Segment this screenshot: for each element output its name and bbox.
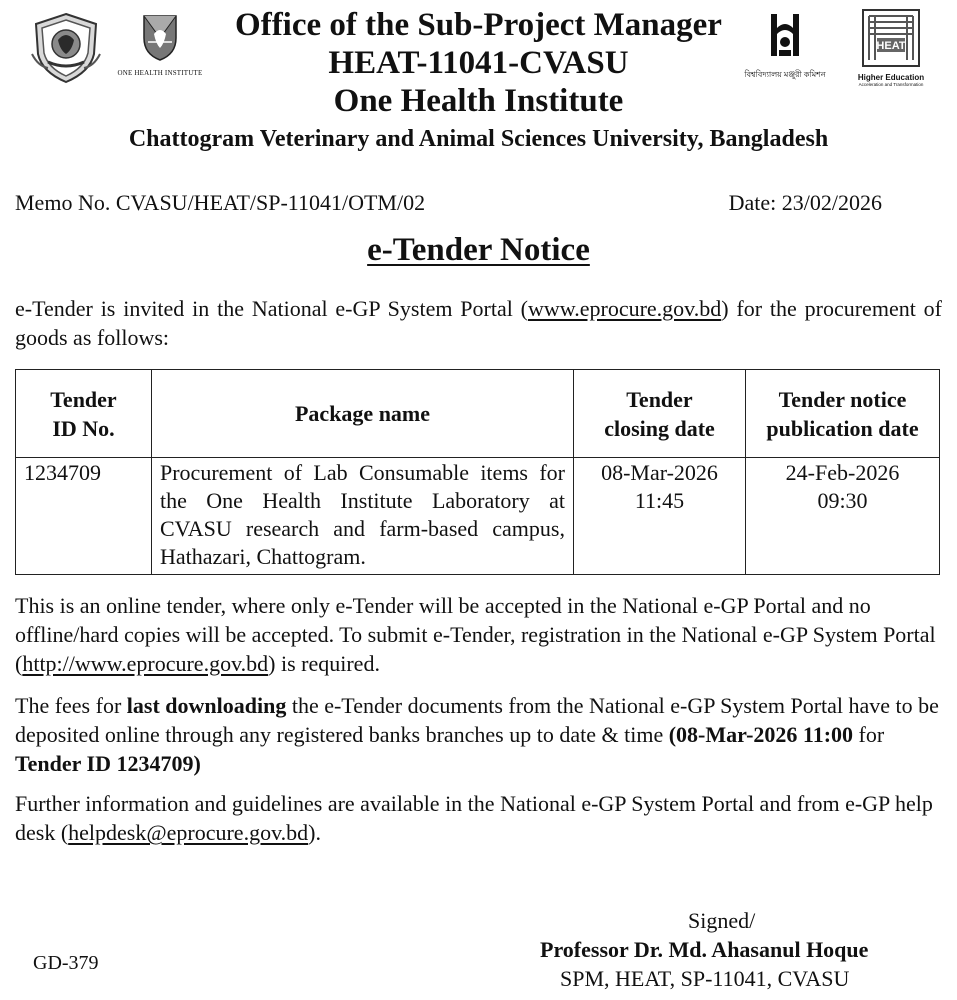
helpdesk-email-link[interactable]: helpdesk@eprocure.gov.bd <box>68 820 309 845</box>
letterhead <box>0 6 957 154</box>
cell-tender-id: 1234709 <box>16 458 152 575</box>
ugc-caption: বিশ্ববিদ্যালয় মঞ্জুরী কমিশন <box>744 70 826 79</box>
office-title: Office of the Sub-Project Manager <box>235 7 722 43</box>
header-publication-date: Tender notice publication date <box>746 370 940 458</box>
intro-paragraph: e-Tender is invited in the National e-GP System Portal (www.eprocure.gov.bd) for the procurement of goods as follows: <box>15 296 942 350</box>
signed-label: Signed/ <box>688 908 756 933</box>
cell-publication-date: 24-Feb-2026 09:30 <box>746 458 940 575</box>
eprocure-http-link[interactable]: http://www.eprocure.gov.bd <box>22 651 269 676</box>
university-name: Chattogram Veterinary and Animal Sciences University, Bangladesh <box>128 126 829 152</box>
cell-closing-date: 08-Mar-2026 11:45 <box>574 458 746 575</box>
heat-caption: Higher Education <box>857 73 925 82</box>
online-paragraph: This is an online tender, where only e-Tender will be accepted in the National e-GP Portal and no offline/hard copies will be accepted. To submit e-Tender, registration in the National e-GP System Portal (http://www.eprocure.gov.bd) is required. <box>15 593 936 676</box>
signatory-name: Professor Dr. Md. Ahasanul Hoque <box>540 937 869 962</box>
signatory-designation: SPM, HEAT, SP-11041, CVASU <box>560 966 850 991</box>
table-header-row <box>16 370 940 458</box>
eprocure-link[interactable]: www.eprocure.gov.bd <box>528 296 722 321</box>
heat-subcaption: Acceleration and Transformation <box>858 82 924 87</box>
header-tender-id: Tender ID No. <box>16 370 152 458</box>
further-info-paragraph: Further information and guidelines are available in the National e-GP System Portal and from e-GP help desk (helpdesk@eprocure.gov.bd). <box>15 791 933 845</box>
header-closing-date: Tender closing date <box>574 370 746 458</box>
institute-name: One Health Institute <box>333 83 624 119</box>
memo-date: Date: 23/02/2026 <box>728 190 882 215</box>
project-code: HEAT-11041-CVASU <box>328 45 629 81</box>
cell-package-name: Procurement of Lab Consumable items for the One Health Institute Laboratory at CVASU research and farm-based campus, Hathazari, Chattogram. <box>152 458 574 575</box>
memo-row <box>15 190 882 216</box>
heat-badge-text: HEAT <box>876 40 906 52</box>
one-health-caption: ONE HEALTH INSTITUTE <box>117 69 203 77</box>
memo-number: Memo No. CVASU/HEAT/SP-11041/OTM/02 <box>15 190 426 215</box>
tender-table <box>15 369 940 575</box>
notice-title: e-Tender Notice <box>367 232 590 268</box>
gd-number: GD-379 <box>33 952 99 974</box>
header-package-name: Package name <box>152 370 574 458</box>
fees-paragraph: The fees for last downloading the e-Tender documents from the National e-GP System Portal have to be deposited online through any registered banks branches up to date & time (08-Mar-2026 11:00 for Tender ID 1234709) <box>15 693 939 776</box>
table-row <box>16 458 940 575</box>
